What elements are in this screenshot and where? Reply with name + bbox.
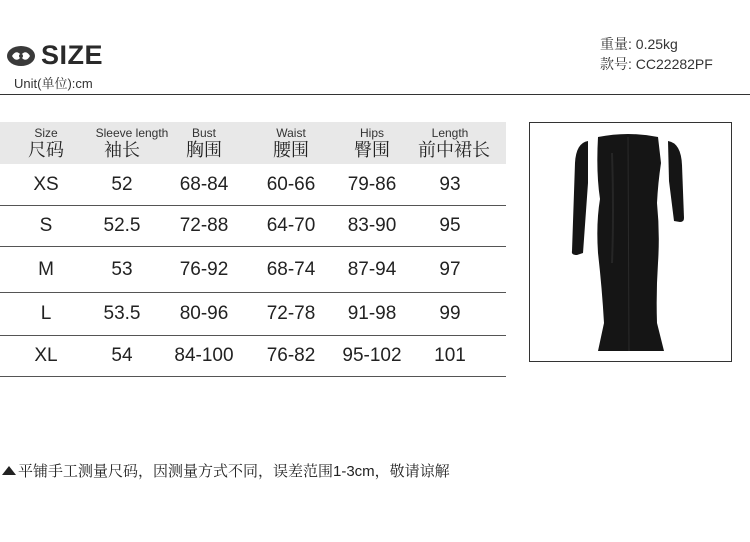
unit-label: Unit(单位):cm — [14, 76, 93, 91]
table-row: M 53 76-92 68-74 87-94 97 — [0, 247, 506, 293]
col-header-bust: Bust 胸围 — [186, 126, 222, 160]
header-divider — [0, 94, 750, 95]
col-header-length: Length 前中裙长 — [418, 126, 490, 160]
table-header — [0, 122, 506, 164]
page-title: SIZE — [41, 40, 104, 70]
product-photo — [529, 122, 732, 362]
size-table — [0, 122, 506, 377]
table-row: S 52.5 72-88 64-70 83-90 95 — [0, 206, 506, 247]
product-meta — [600, 34, 713, 74]
triangle-icon — [2, 466, 16, 475]
measurement-note: 平铺手工测量尺码，因测量方式不同，误差范围1-3cm，敬请谅解 — [2, 460, 450, 481]
col-header-hips: Hips 臀围 — [354, 126, 390, 160]
dress-illustration — [530, 123, 731, 361]
brand-logo-icon — [6, 44, 36, 68]
table-row: XL 54 84-100 76-82 95-102 101 — [0, 336, 506, 377]
sku-label: 款号: CC22282PF — [600, 56, 713, 72]
col-header-sleeve: Sleeve length 袖长 — [95, 126, 169, 160]
weight-label: 重量: 0.25kg — [600, 36, 678, 52]
col-header-size: Size 尺码 — [28, 126, 64, 160]
col-header-waist: Waist 腰围 — [273, 126, 309, 160]
table-row: XS 52 68-84 60-66 79-86 93 — [0, 164, 506, 206]
table-row: L 53.5 80-96 72-78 91-98 99 — [0, 293, 506, 336]
